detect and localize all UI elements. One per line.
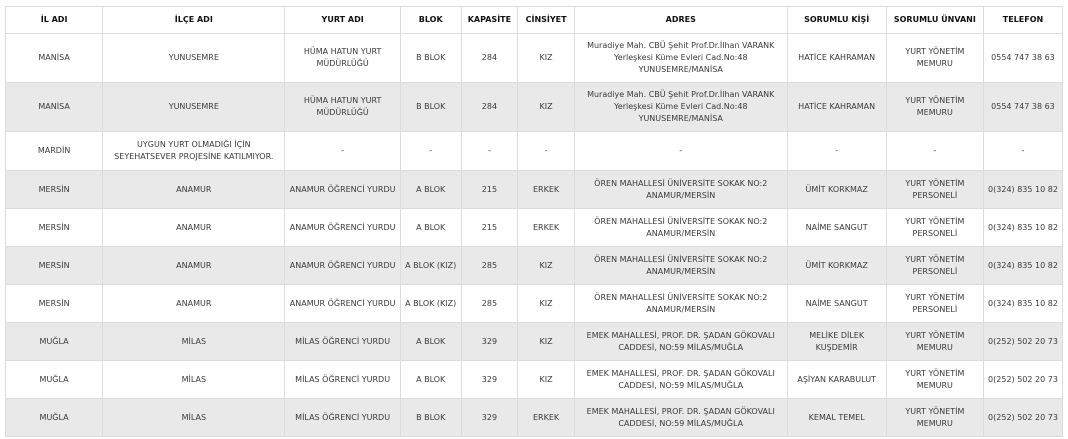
header-unvan: SORUMLU ÜNVANI: [886, 7, 983, 34]
cell-blok: A BLOK: [400, 323, 461, 361]
cell-unvan: YURT YÖNETİM MEMURU: [886, 399, 983, 437]
cell-unvan: YURT YÖNETİM PERSONELİ: [886, 209, 983, 247]
cell-cinsiyet: -: [518, 132, 575, 171]
cell-il: MUĞLA: [6, 361, 103, 399]
header-yurt: YURT ADI: [285, 7, 400, 34]
header-row: [6, 7, 1063, 34]
header-cinsiyet: CİNSİYET: [518, 7, 575, 34]
cell-il: MANİSA: [6, 34, 103, 83]
cell-telefon: 0554 747 38 63: [983, 34, 1062, 83]
cell-cinsiyet: KIZ: [518, 83, 575, 132]
cell-kapasite: -: [461, 132, 518, 171]
cell-blok: A BLOK: [400, 171, 461, 209]
cell-sorumlu: AŞİYAN KARABULUT: [787, 361, 886, 399]
cell-ilce: YUNUSEMRE: [103, 34, 285, 83]
cell-ilce: ANAMUR: [103, 209, 285, 247]
cell-adres: ÖREN MAHALLESİ ÜNİVERSİTE SOKAK NO:2 ANAMUR/MERSİN: [574, 247, 787, 285]
header-kapasite: KAPASİTE: [461, 7, 518, 34]
cell-sorumlu: ÜMİT KORKMAZ: [787, 171, 886, 209]
cell-il: MARDİN: [6, 132, 103, 171]
cell-cinsiyet: KIZ: [518, 34, 575, 83]
cell-unvan: -: [886, 132, 983, 171]
cell-telefon: 0(324) 835 10 82: [983, 171, 1062, 209]
cell-blok: A BLOK (KIZ): [400, 285, 461, 323]
cell-cinsiyet: ERKEK: [518, 209, 575, 247]
cell-kapasite: 284: [461, 83, 518, 132]
cell-cinsiyet: ERKEK: [518, 399, 575, 437]
cell-kapasite: 329: [461, 361, 518, 399]
cell-adres: EMEK MAHALLESİ, PROF. DR. ŞADAN GÖKOVALI CADDESİ, NO:59 MİLAS/MUĞLA: [574, 361, 787, 399]
cell-adres: ÖREN MAHALLESİ ÜNİVERSİTE SOKAK NO:2 ANAMUR/MERSİN: [574, 171, 787, 209]
cell-unvan: YURT YÖNETİM MEMURU: [886, 361, 983, 399]
table-row: [6, 247, 1063, 285]
cell-unvan: YURT YÖNETİM PERSONELİ: [886, 171, 983, 209]
cell-ilce: ANAMUR: [103, 247, 285, 285]
cell-telefon: 0(324) 835 10 82: [983, 247, 1062, 285]
table-row: [6, 399, 1063, 437]
header-il: İL ADI: [6, 7, 103, 34]
table-row: [6, 361, 1063, 399]
cell-il: MUĞLA: [6, 323, 103, 361]
cell-il: MERSİN: [6, 247, 103, 285]
cell-kapasite: 215: [461, 209, 518, 247]
header-sorumlu: SORUMLU KİŞİ: [787, 7, 886, 34]
cell-unvan: YURT YÖNETİM MEMURU: [886, 323, 983, 361]
cell-adres: Muradiye Mah. CBÜ Şehit Prof.Dr.İlhan VARANK Yerleşkesi Küme Evleri Cad.No:48 YUNUSEMRE/MANİSA: [574, 34, 787, 83]
cell-cinsiyet: KIZ: [518, 361, 575, 399]
cell-yurt: MİLAS ÖĞRENCİ YURDU: [285, 323, 400, 361]
cell-telefon: -: [983, 132, 1062, 171]
header-adres: ADRES: [574, 7, 787, 34]
cell-unvan: YURT YÖNETİM PERSONELİ: [886, 285, 983, 323]
cell-ilce: ANAMUR: [103, 285, 285, 323]
table-row: [6, 209, 1063, 247]
cell-blok: A BLOK: [400, 361, 461, 399]
table-row: [6, 34, 1063, 83]
cell-yurt: ANAMUR ÖĞRENCİ YURDU: [285, 285, 400, 323]
cell-il: MANİSA: [6, 83, 103, 132]
cell-ilce: ANAMUR: [103, 171, 285, 209]
table-row: [6, 285, 1063, 323]
table-row: [6, 83, 1063, 132]
cell-kapasite: 215: [461, 171, 518, 209]
cell-unvan: YURT YÖNETİM MEMURU: [886, 83, 983, 132]
cell-sorumlu: MELİKE DİLEK KUŞDEMİR: [787, 323, 886, 361]
cell-ilce: MİLAS: [103, 399, 285, 437]
cell-yurt: HÜMA HATUN YURT MÜDÜRLÜĞÜ: [285, 83, 400, 132]
cell-yurt: ANAMUR ÖĞRENCİ YURDU: [285, 171, 400, 209]
cell-il: MERSİN: [6, 209, 103, 247]
cell-telefon: 0(252) 502 20 73: [983, 399, 1062, 437]
cell-yurt: MİLAS ÖĞRENCİ YURDU: [285, 361, 400, 399]
cell-unvan: YURT YÖNETİM PERSONELİ: [886, 247, 983, 285]
cell-ilce: MİLAS: [103, 361, 285, 399]
cell-telefon: 0(324) 835 10 82: [983, 209, 1062, 247]
cell-cinsiyet: KIZ: [518, 323, 575, 361]
header-ilce: İLÇE ADI: [103, 7, 285, 34]
cell-kapasite: 285: [461, 285, 518, 323]
cell-ilce: YUNUSEMRE: [103, 83, 285, 132]
cell-adres: ÖREN MAHALLESİ ÜNİVERSİTE SOKAK NO:2 ANAMUR/MERSİN: [574, 209, 787, 247]
table-row: [6, 171, 1063, 209]
cell-adres: -: [574, 132, 787, 171]
cell-sorumlu: NAİME SANGUT: [787, 209, 886, 247]
cell-kapasite: 329: [461, 399, 518, 437]
cell-sorumlu: HATİCE KAHRAMAN: [787, 34, 886, 83]
cell-ilce: UYGUN YURT OLMADIĞI İÇİN SEYEHATSEVER PROJESİNE KATILMIYOR.: [103, 132, 285, 171]
cell-sorumlu: KEMAL TEMEL: [787, 399, 886, 437]
cell-yurt: ANAMUR ÖĞRENCİ YURDU: [285, 209, 400, 247]
cell-il: MERSİN: [6, 285, 103, 323]
cell-yurt: -: [285, 132, 400, 171]
cell-blok: A BLOK (KIZ): [400, 247, 461, 285]
cell-blok: B BLOK: [400, 399, 461, 437]
cell-kapasite: 285: [461, 247, 518, 285]
cell-adres: ÖREN MAHALLESİ ÜNİVERSİTE SOKAK NO:2 ANAMUR/MERSİN: [574, 285, 787, 323]
cell-kapasite: 284: [461, 34, 518, 83]
cell-cinsiyet: ERKEK: [518, 171, 575, 209]
table-row: [6, 323, 1063, 361]
cell-yurt: MİLAS ÖĞRENCİ YURDU: [285, 399, 400, 437]
header-telefon: TELEFON: [983, 7, 1062, 34]
cell-telefon: 0(252) 502 20 73: [983, 323, 1062, 361]
cell-adres: Muradiye Mah. CBÜ Şehit Prof.Dr.İlhan VARANK Yerleşkesi Küme Evleri Cad.No:48 YUNUSEMRE/MANİSA: [574, 83, 787, 132]
dormitory-table: [5, 6, 1063, 437]
header-blok: BLOK: [400, 7, 461, 34]
cell-telefon: 0(324) 835 10 82: [983, 285, 1062, 323]
cell-sorumlu: NAİME SANGUT: [787, 285, 886, 323]
cell-adres: EMEK MAHALLESİ, PROF. DR. ŞADAN GÖKOVALI CADDESİ, NO:59 MİLAS/MUĞLA: [574, 323, 787, 361]
cell-telefon: 0554 747 38 63: [983, 83, 1062, 132]
cell-ilce: MİLAS: [103, 323, 285, 361]
cell-blok: B BLOK: [400, 34, 461, 83]
cell-blok: B BLOK: [400, 83, 461, 132]
cell-il: MUĞLA: [6, 399, 103, 437]
cell-sorumlu: ÜMİT KORKMAZ: [787, 247, 886, 285]
cell-cinsiyet: KIZ: [518, 285, 575, 323]
cell-telefon: 0(252) 502 20 73: [983, 361, 1062, 399]
table-row: [6, 132, 1063, 171]
cell-yurt: HÜMA HATUN YURT MÜDÜRLÜĞÜ: [285, 34, 400, 83]
cell-unvan: YURT YÖNETİM MEMURU: [886, 34, 983, 83]
cell-adres: EMEK MAHALLESİ, PROF. DR. ŞADAN GÖKOVALI CADDESİ, NO:59 MİLAS/MUĞLA: [574, 399, 787, 437]
cell-yurt: ANAMUR ÖĞRENCİ YURDU: [285, 247, 400, 285]
cell-il: MERSİN: [6, 171, 103, 209]
cell-blok: A BLOK: [400, 209, 461, 247]
cell-kapasite: 329: [461, 323, 518, 361]
cell-sorumlu: HATİCE KAHRAMAN: [787, 83, 886, 132]
cell-cinsiyet: KIZ: [518, 247, 575, 285]
cell-blok: -: [400, 132, 461, 171]
cell-sorumlu: -: [787, 132, 886, 171]
